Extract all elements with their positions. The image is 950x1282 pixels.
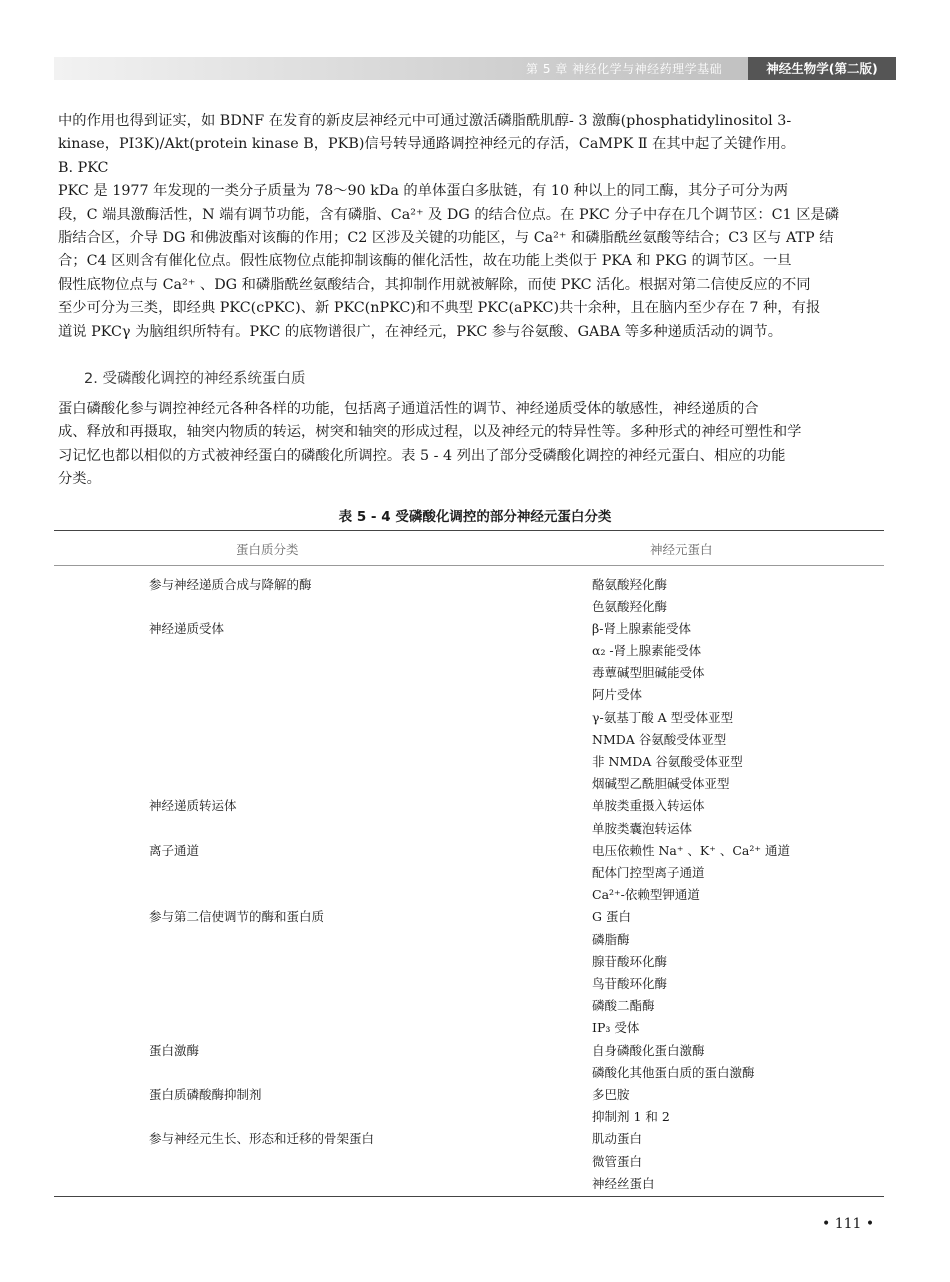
protein-cell: 神经丝蛋白 [592, 1176, 655, 1191]
protein-cell: 磷酸化其他蛋白质的蛋白激酶 [592, 1065, 755, 1080]
protein-cell: NMDA 谷氨酸受体亚型 [592, 732, 727, 747]
protein-cell: 毒蕈碱型胆碱能受体 [592, 665, 705, 680]
running-header-chapter: 第 5 章 神经化学与神经药理学基础 [526, 62, 723, 76]
category-cell: 神经递质转运体 [149, 798, 237, 813]
category-cell: 蛋白质磷酸酶抑制剂 [149, 1087, 262, 1102]
column-header-category: 蛋白质分类 [236, 542, 299, 557]
intro-text [58, 110, 884, 344]
section-text [58, 398, 884, 492]
protein-cell: 烟碱型乙酰胆碱受体亚型 [592, 776, 730, 791]
category-cell: 参与神经递质合成与降解的酶 [149, 577, 312, 592]
text-line: 脂结合区，介导 DG 和佛波酯对该酶的作用；C2 区涉及关键的功能区，与 Ca²⁺ 和磷脂酰丝氨酸等结合；C3 区与 ATP 结 [58, 230, 834, 247]
protein-cell: 腺苷酸环化酶 [592, 954, 668, 969]
category-cell: 参与第二信使调节的酶和蛋白质 [149, 909, 325, 924]
table-caption: 表 5 - 4 受磷酸化调控的部分神经元蛋白分类 [338, 509, 612, 525]
protein-cell: IP₃ 受体 [592, 1020, 640, 1035]
text-line: 蛋白磷酸化参与调控神经元各种各样的功能，包括离子通道活性的调节、神经递质受体的敏感性，神经递质的合 [58, 401, 759, 417]
category-cell: 离子通道 [149, 843, 200, 858]
text-line: B. PKC [58, 159, 109, 176]
column-header-protein: 神经元蛋白 [650, 542, 713, 557]
protein-cell: 自身磷酸化蛋白激酶 [592, 1043, 705, 1058]
text-line: 段，C 端具激酶活性，N 端有调节功能，含有磷脂、Ca²⁺ 及 DG 的结合位点。在 PKC 分子中存在几个调节区：C1 区是磷 [58, 206, 840, 223]
protein-cell: Ca²⁺-依赖型钾通道 [592, 887, 700, 902]
protein-cell: 单胺类囊泡转运体 [592, 821, 693, 836]
text-line: kinase，PI3K)/Akt(protein kinase B，PKB)信号转导通路调控神经元的存活，CaMPK Ⅱ 在其中起了关键作用。 [58, 136, 796, 153]
protein-cell: 单胺类重摄入转运体 [592, 798, 705, 813]
protein-cell: G 蛋白 [592, 909, 631, 924]
text-line: 道说 PKCγ 为脑组织所特有。PKC 的底物谱很广，在神经元，PKC 参与谷氨酸、GABA 等多种递质活动的调节。 [58, 323, 782, 340]
table-top-rule [54, 530, 884, 531]
protein-cell: 磷酸二酯酶 [592, 998, 655, 1013]
protein-cell: 微管蛋白 [592, 1154, 643, 1169]
text-line: 成、释放和再摄取，轴突内物质的转运，树突和轴突的形成过程，以及神经元的特异性等。多种形式的神经可塑性和学 [58, 424, 802, 441]
protein-cell: 肌动蛋白 [592, 1131, 643, 1146]
protein-cell: α₂ -肾上腺素能受体 [592, 643, 702, 658]
protein-cell: 多巴胺 [592, 1087, 630, 1102]
text-line: 分类。 [58, 471, 101, 488]
page-number: • 111 • [822, 1216, 875, 1232]
text-line: 习记忆也都以相似的方式被神经蛋白的磷酸化所调控。表 5 - 4 列出了部分受磷酸化调控的神经元蛋白、相应的功能 [58, 447, 786, 464]
protein-cell: β-肾上腺素能受体 [592, 621, 691, 636]
protein-cell: 色氨酸羟化酶 [592, 599, 668, 614]
protein-cell: 鸟苷酸环化酶 [592, 976, 668, 991]
protein-cell: 抑制剂 1 和 2 [592, 1109, 670, 1124]
text-line: 至少可分为三类，即经典 PKC(cPKC)、新 PKC(nPKC)和不典型 PKC(aPKC)共十余种，且在脑内至少存在 7 种，有报 [58, 300, 821, 317]
text-line: 中的作用也得到证实，如 BDNF 在发育的新皮层神经元中可通过激活磷脂酰肌醇- 3 激酶(phosphatidylinositol 3- [58, 113, 792, 129]
section-heading: 2. 受磷酸化调控的神经系统蛋白质 [84, 371, 306, 387]
protein-cell: 阿片受体 [592, 687, 643, 702]
text-line: 假性底物位点与 Ca²⁺ 、DG 和磷脂酰丝氨酸结合，其抑制作用就被解除，而使 PKC 活化。根据对第二信使反应的不同 [58, 276, 811, 293]
table-bottom-rule [54, 1196, 884, 1197]
protein-cell: γ-氨基丁酸 A 型受体亚型 [592, 710, 734, 725]
table-header-rule [54, 565, 884, 566]
category-cell: 神经递质受体 [149, 621, 225, 636]
protein-cell: 配体门控型离子通道 [592, 865, 705, 880]
text-line: PKC 是 1977 年发现的一类分子质量为 78～90 kDa 的单体蛋白多肽链，有 10 种以上的同工酶，其分子可分为两 [58, 183, 789, 200]
text-line: 合；C4 区则含有催化位点。假性底物位点能抑制该酶的催化活性，故在功能上类似于 PKA 和 PKG 的调节区。一旦 [58, 253, 792, 270]
running-header-book-title: 神经生物学(第二版) [748, 57, 896, 80]
protein-cell: 酪氨酸羟化酶 [592, 577, 668, 592]
protein-cell: 磷脂酶 [592, 932, 630, 947]
protein-cell: 电压依赖性 Na⁺ 、K⁺ 、Ca²⁺ 通道 [592, 843, 790, 858]
category-cell: 参与神经元生长、形态和迁移的骨架蛋白 [149, 1131, 375, 1146]
protein-cell: 非 NMDA 谷氨酸受体亚型 [592, 754, 743, 769]
category-cell: 蛋白激酶 [149, 1043, 200, 1058]
